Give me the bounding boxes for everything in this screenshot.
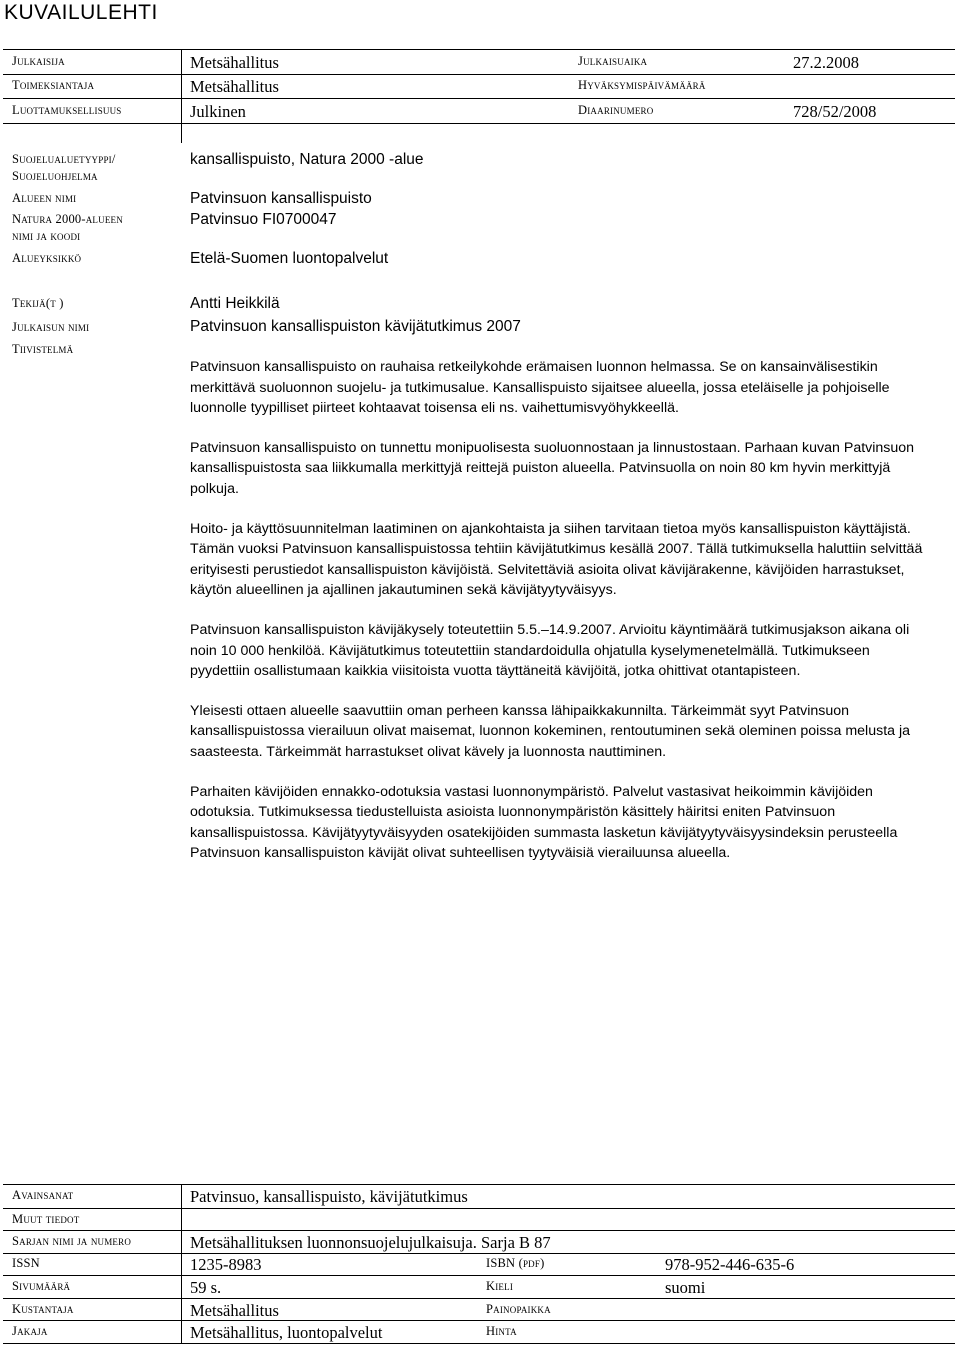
publisher-footer-label: Kustantaja xyxy=(12,1302,74,1316)
unit-label: Alueyksikkö xyxy=(12,251,82,265)
abstract-paragraph: Hoito- ja käyttösuunnitelman laatiminen on ajankohtaista ja siihen tarvitaan tietoa myös kansallispuiston käyttäjistä. Tämän vuoksi Patvinsuon kansallispuistossa tehtiin kävijätutkimus kesällä 2007. Tällä tutkimuksella haluttiin selvittää erityisesti perustiedot kansallispuiston kävijöistä. Selvitettäviä asioita olivat kävijärakenne, kävijöiden harrastukset, käytön alueellinen ja ajallinen jakautuminen sekä kävijätyytyväisyys. xyxy=(190,520,923,599)
header-divider xyxy=(181,49,182,143)
approval-label: Hyväksymispäivämäärä xyxy=(578,78,706,92)
abstract-paragraph: Patvinsuon kansallispuiston kävijäkysely toteutettiin 5.5.–14.9.2007. Arvioitu käyntimäärä tutkimusjakson aikana oli noin 10 000 henkilöä. Kävijätutkimus toteutettiin standardoidulla ohjatulla kyselymenetelmällä. Tutkimukseen pyydettiin osallistumaan kaikkia viisitoista vuotta täyttäneitä kävijöitä, jotka ohittivat otantapisteen. xyxy=(190,621,910,680)
distribution-value: Metsähallitus, luontopalvelut xyxy=(190,1323,383,1342)
abstract xyxy=(190,357,926,883)
header-rule-top xyxy=(3,49,955,50)
language-label: Kieli xyxy=(486,1279,514,1293)
footer-rule-top xyxy=(3,1184,955,1185)
area-name-label: Alueen nimi xyxy=(12,191,77,205)
footer-rule-5 xyxy=(3,1298,955,1299)
publication-name-value: Patvinsuon kansallispuiston kävijätutkimus 2007 xyxy=(190,318,521,335)
record-label: Diaarinumero xyxy=(578,103,654,117)
other-info-label: Muut tiedot xyxy=(12,1212,80,1226)
footer-rule-1 xyxy=(3,1208,955,1209)
pages-label: Sivumäärä xyxy=(12,1279,71,1293)
author-value: Antti Heikkilä xyxy=(190,295,280,312)
summary-label: Tiivistelmä xyxy=(12,342,74,356)
footer-rule-2 xyxy=(3,1230,955,1231)
confidentiality-value: Julkinen xyxy=(190,102,246,121)
natura-label-line1: Natura 2000-alueen xyxy=(12,212,123,226)
series-label: Sarjan nimi ja numero xyxy=(12,1234,132,1248)
keywords-label: Avainsanat xyxy=(12,1188,74,1202)
distribution-label: Jakaja xyxy=(12,1324,48,1338)
price-label: Hinta xyxy=(486,1324,517,1338)
language-value: suomi xyxy=(665,1278,706,1297)
abstract-paragraph: Yleisesti ottaen alueelle saavuttiin oman perheen kanssa lähipaikkakunnilta. Tärkeimmät syyt Patvinsuon kansallispuistossa vierailuun olivat maisemat, luonnon kokeminen, rentoutuminen sekä oleminen poissa melusta ja saasteesta. Tärkeimmät harrastukset olivat kävely ja luonnosta nauttiminen. xyxy=(190,702,911,760)
pages-value: 59 s. xyxy=(190,1278,222,1297)
publisher-label: Julkaisija xyxy=(12,54,65,68)
isbn-label: ISBN (pdf) xyxy=(486,1256,545,1270)
keywords-value: Patvinsuo, kansallispuisto, kävijätutkimus xyxy=(190,1187,468,1206)
publisher-value: Metsähallitus xyxy=(190,53,279,72)
area-name-value: Patvinsuon kansallispuisto xyxy=(190,190,372,207)
commissioner-label: Toimeksiantaja xyxy=(12,78,95,92)
publication-name-label: Julkaisun nimi xyxy=(12,320,90,334)
footer-rule-4 xyxy=(3,1275,955,1276)
series-value: Metsähallituksen luonnonsuojelujulkaisuja. Sarja B 87 xyxy=(190,1233,551,1252)
natura-label-line2: nimi ja koodi xyxy=(12,229,81,243)
area-type-value: kansallispuisto, Natura 2000 -alue xyxy=(190,151,424,168)
record-value: 728/52/2008 xyxy=(793,102,877,121)
abstract-paragraph: Patvinsuon kansallispuisto on tunnettu monipuolisesta suoluonnostaan ja linnustostaan. Parhaan kuvan Patvinsuon kansallispuistosta saa liikkumalla merkittyjä reittejä puiston alueella. Patvinsuolla on noin 80 km hyvin merkittyjä polkuja. xyxy=(190,439,915,497)
publisher-footer-value: Metsähallitus xyxy=(190,1301,279,1320)
abstract-paragraph: Patvinsuon kansallispuisto on rauhaisa retkeilykohde erämaisen luonnon helmassa. Se on kansainvälisestikin merkittävä suoluonnon suojelu- ja tutkimusalue. Kansallispuisto sijaitsee alueella, jossa eteläiselle ja pohjoiselle luonnolle tyypilliset piirteet kohtaavat toisensa eli ns. vaihettumisvyöhykkeellä. xyxy=(190,359,890,417)
header-rule-1 xyxy=(3,74,955,75)
natura-value: Patvinsuo FI0700047 xyxy=(190,211,337,228)
unit-value: Etelä-Suomen luontopalvelut xyxy=(190,250,389,267)
issn-label: ISSN xyxy=(12,1256,40,1270)
header-rule-2 xyxy=(3,98,955,99)
date-value: 27.2.2008 xyxy=(793,53,859,72)
footer-rule-3 xyxy=(3,1253,955,1254)
footer-rule-6 xyxy=(3,1320,955,1321)
printer-label: Painopaikka xyxy=(486,1302,551,1316)
abstract-paragraph: Parhaiten kävijöiden ennakko-odotuksia vastasi luonnonympäristö. Palvelut vastasivat heikoimmin kävijöiden odotuksia. Tutkimuksessa tiedustelluista asioista luonnonympäristön käsittely häiritsi eniten Patvinsuon kansallispuistossa. Kävijätyytyväisyyden osatekijöiden summasta lasketun kävijätyytyväisyysindeksin perusteella Patvinsuon kansallispuiston kävijät olivat suhteellisen tyytyväisiä vierailuunsa alueella. xyxy=(190,783,898,862)
issn-value: 1235-8983 xyxy=(190,1255,262,1274)
author-label: Tekijä(t ) xyxy=(12,296,64,310)
confidentiality-label: Luottamuksellisuus xyxy=(12,103,122,117)
footer-rule-bottom xyxy=(3,1343,955,1344)
commissioner-value: Metsähallitus xyxy=(190,77,279,96)
isbn-value: 978-952-446-635-6 xyxy=(665,1255,795,1274)
area-type-label-line1: Suojelualuetyyppi/ xyxy=(12,152,116,166)
date-label: Julkaisuaika xyxy=(578,54,648,68)
header-rule-3 xyxy=(3,123,955,124)
page-title: KUVAILULEHTI xyxy=(4,1,158,24)
area-type-label-line2: Suojeluohjelma xyxy=(12,169,98,183)
footer-divider xyxy=(181,1184,182,1343)
